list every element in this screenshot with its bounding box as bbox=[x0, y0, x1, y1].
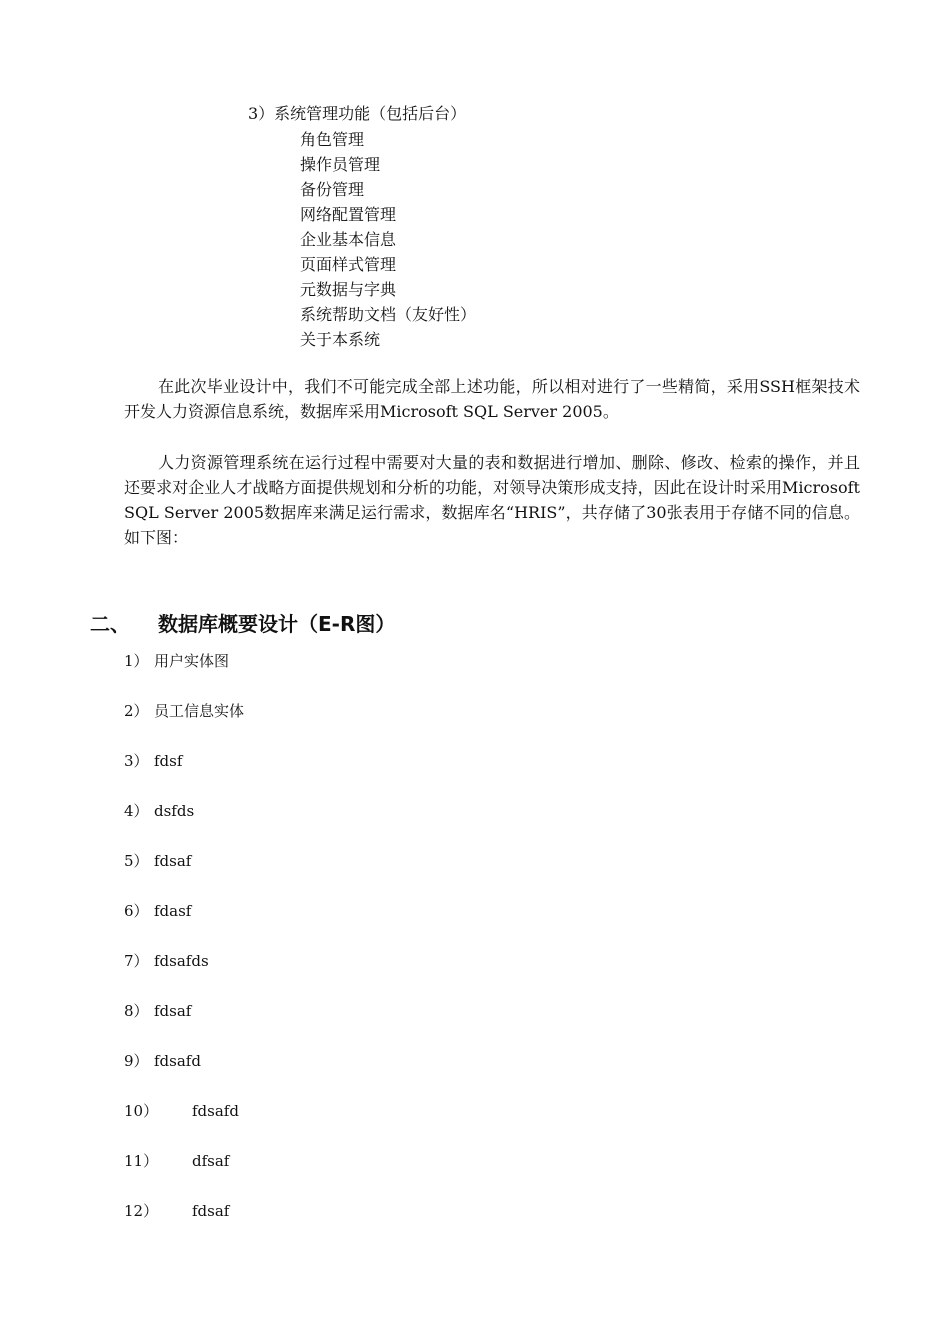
list-item: 元数据与字典 bbox=[300, 280, 397, 299]
er-item-index: 10） bbox=[124, 1102, 159, 1120]
er-item-index: 3） bbox=[124, 752, 149, 770]
list-item: 网络配置管理 bbox=[300, 205, 397, 224]
er-item-label: fdsaf bbox=[154, 852, 192, 870]
list-item: 系统帮助文档（友好性） bbox=[300, 305, 477, 324]
er-item-index: 5） bbox=[124, 852, 149, 870]
er-item-label: fdsaf bbox=[192, 1202, 230, 1220]
er-item-label: fdsf bbox=[154, 752, 183, 770]
er-item-index: 7） bbox=[124, 952, 149, 970]
er-item-label: fdsafd bbox=[192, 1102, 239, 1120]
er-list-item bbox=[124, 998, 244, 1048]
er-item-list bbox=[124, 648, 244, 1248]
section-heading bbox=[90, 610, 395, 638]
er-list-item bbox=[124, 648, 244, 698]
subsection-list bbox=[300, 127, 476, 352]
list-item: 备份管理 bbox=[300, 180, 365, 199]
er-list-item bbox=[124, 748, 244, 798]
er-list-item bbox=[124, 848, 244, 898]
er-item-index: 11） bbox=[124, 1152, 159, 1170]
er-item-label: fdsafds bbox=[154, 952, 209, 970]
paragraph-database: 人力资源管理系统在运行过程中需要对大量的表和数据进行增加、删除、修改、检索的操作，并且还要求对企业人才战略方面提供规划和分析的功能，对领导决策形成支持，因此在设计时采用Microsoft SQL Server 2005数据库来满足运行需求，数据库名“HRIS”，共存储了30张表用于存储不同的信息。如下图： bbox=[124, 453, 860, 547]
er-item-index: 6） bbox=[124, 902, 149, 920]
er-list-item bbox=[124, 1048, 244, 1098]
er-item-index: 12） bbox=[124, 1202, 159, 1220]
er-item-index: 2） bbox=[124, 702, 149, 720]
section-title-text: 数据库概要设计（E-R图） bbox=[158, 612, 396, 636]
er-list-item bbox=[124, 948, 244, 998]
er-list-item bbox=[124, 1198, 244, 1248]
er-item-label: 员工信息实体 bbox=[154, 702, 245, 720]
er-item-index: 8） bbox=[124, 1002, 149, 1020]
subsection-heading: 3）系统管理功能（包括后台） bbox=[248, 104, 467, 123]
section-number: 二、 bbox=[90, 612, 130, 636]
er-list-item bbox=[124, 898, 244, 948]
list-item: 角色管理 bbox=[300, 130, 365, 149]
er-item-index: 1） bbox=[124, 652, 149, 670]
er-item-label: dfsaf bbox=[192, 1152, 230, 1170]
er-list-item bbox=[124, 1148, 244, 1198]
er-item-label: 用户实体图 bbox=[154, 652, 230, 670]
er-list-item bbox=[124, 798, 244, 848]
list-item: 关于本系统 bbox=[300, 330, 381, 349]
er-item-label: fdasf bbox=[154, 902, 192, 920]
list-item: 操作员管理 bbox=[300, 155, 381, 174]
er-item-label: fdsaf bbox=[154, 1002, 192, 1020]
er-item-label: fdsafd bbox=[154, 1052, 201, 1070]
er-item-index: 9） bbox=[124, 1052, 149, 1070]
paragraph-intro: 在此次毕业设计中，我们不可能完成全部上述功能，所以相对进行了一些精简，采用SSH框架技术开发人力资源信息系统，数据库采用Microsoft SQL Server 2005。 bbox=[124, 377, 860, 421]
list-item: 页面样式管理 bbox=[300, 255, 397, 274]
er-item-label: dsfds bbox=[154, 802, 195, 820]
list-item: 企业基本信息 bbox=[300, 230, 397, 249]
er-list-item bbox=[124, 698, 244, 748]
er-list-item bbox=[124, 1098, 244, 1148]
er-item-index: 4） bbox=[124, 802, 149, 820]
